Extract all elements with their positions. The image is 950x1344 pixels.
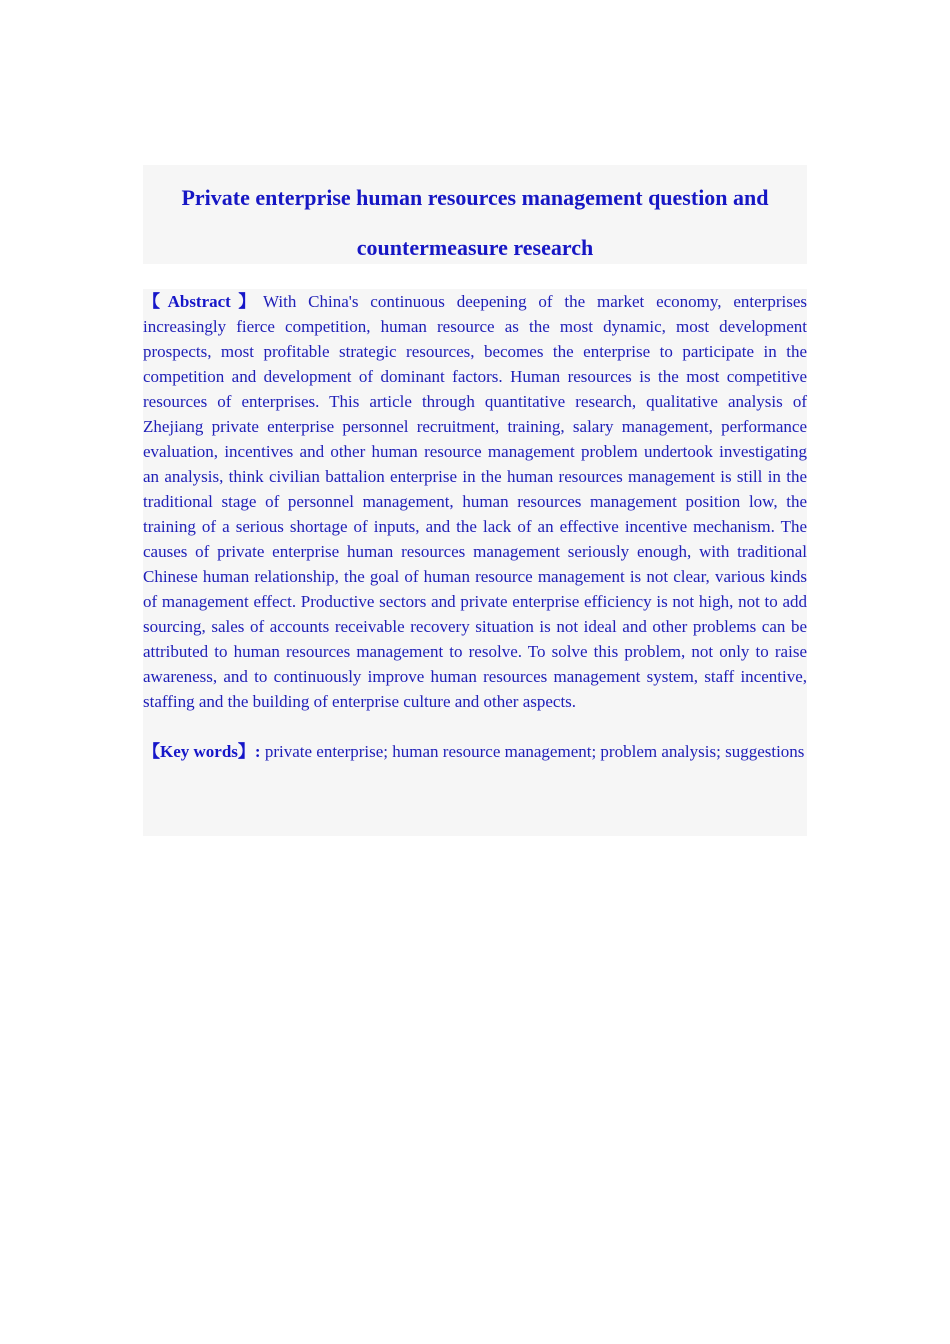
title-block (143, 165, 807, 264)
keywords-label: 【Key words】: (143, 742, 261, 761)
abstract-paragraph (143, 289, 807, 714)
keywords-paragraph (143, 739, 807, 764)
abstract-label: 【Abstract】 (143, 292, 264, 311)
document-title: Private enterprise human resources management question and countermeasure research (181, 185, 769, 260)
abstract-section (143, 289, 807, 836)
keywords-body: private enterprise; human resource management; problem analysis; suggestions (260, 742, 805, 761)
abstract-body: With China's continuous deepening of the market economy, enterprises increasingly fierce competition, human resource as the most dynamic, most development prospects, most profitable strategic resources, becomes the enterprise to participate in the competition and development of dominant factors. Human resources is the most competitive resources of enterprises. This article through quantitative research, qualitative analysis of Zhejiang private enterprise personnel recruitment, training, salary management, performance evaluation, incentives and other human resource management problem undertook investigating an analysis, think civilian battalion enterprise in the human resources management is still in the traditional stage of personnel management, human resources management position low, the training of a serious shortage of inputs, and the lack of an effective incentive mechanism. The causes of private enterprise human resources management seriously enough, with traditional Chinese human relationship, the goal of human resource management is not clear, various kinds of management effect. Productive sectors and private enterprise efficiency is not high, not to add sourcing, sales of accounts receivable recovery situation is not ideal and other problems can be attributed to human resources management to resolve. To solve this problem, not only to raise awareness, and to continuously improve human resources management system, staff incentive, staffing and the building of enterprise culture and other aspects. (143, 292, 808, 711)
